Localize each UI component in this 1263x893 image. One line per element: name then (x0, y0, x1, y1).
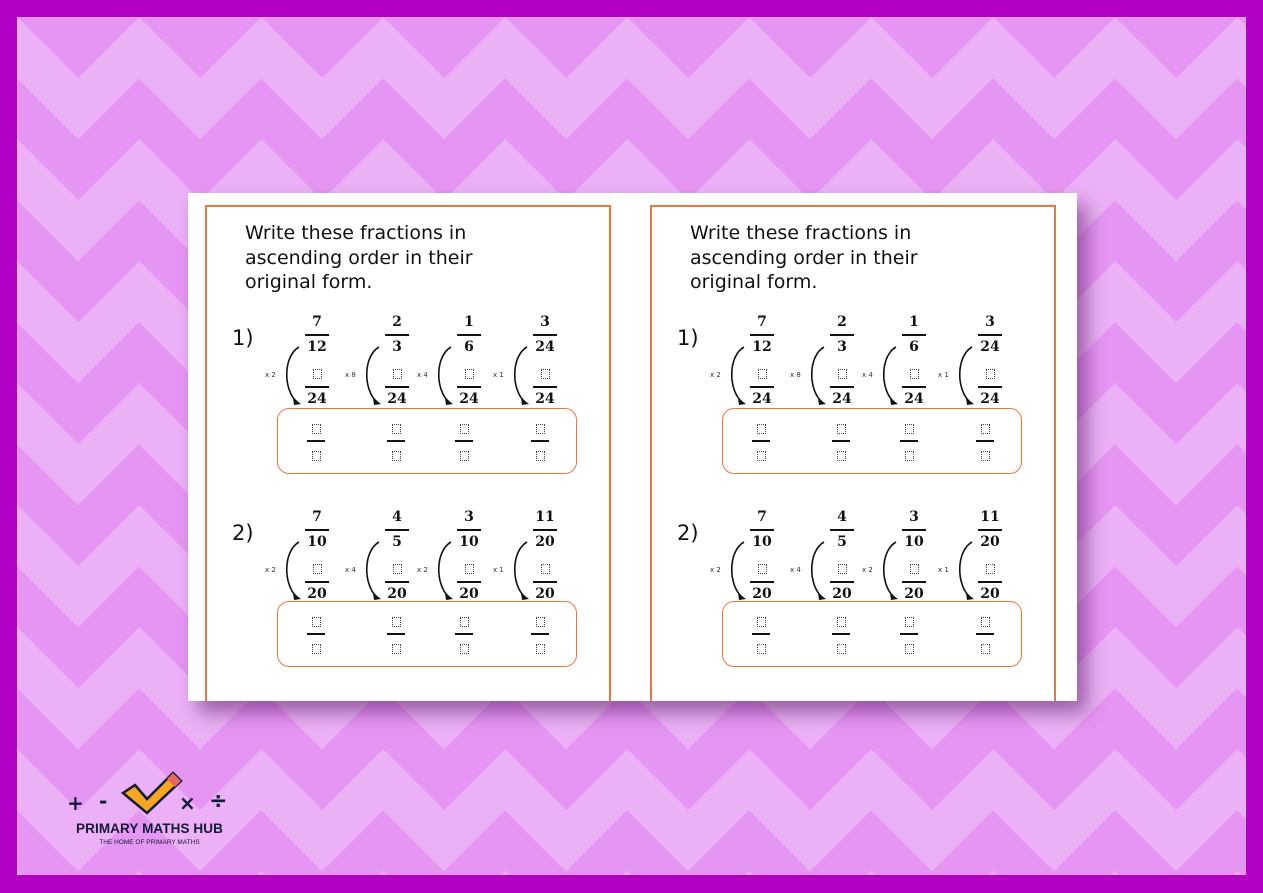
fraction-denominator: 10 (459, 534, 479, 550)
fraction-bar (455, 440, 473, 442)
blank-box-icon (393, 369, 402, 379)
answer-blank-fraction[interactable] (899, 418, 919, 464)
conversion-arrow-icon (361, 539, 385, 603)
blank-box-icon (838, 369, 847, 379)
primary-maths-hub-logo (57, 769, 247, 859)
blank-box-icon (981, 424, 990, 434)
fraction-denominator: 20 (832, 586, 852, 602)
fraction-bar (830, 334, 854, 336)
fraction-bar (832, 440, 850, 442)
answer-box[interactable] (277, 408, 577, 474)
answer-box[interactable] (277, 601, 577, 667)
multiplier-label: x 2 (710, 566, 721, 574)
fraction-bar (533, 334, 557, 336)
blank-box-icon (910, 369, 919, 379)
answer-blank-fraction[interactable] (454, 611, 474, 657)
blank-box-icon (536, 451, 545, 461)
blank-box-icon (837, 451, 846, 461)
fraction-denominator: 20 (387, 586, 407, 602)
fraction-denominator: 24 (980, 339, 1000, 355)
fraction-denominator: 24 (752, 391, 772, 407)
answer-blank-fraction[interactable] (530, 611, 550, 657)
fraction-numerator: 2 (392, 314, 402, 330)
conversion-arrow-icon (281, 344, 305, 408)
blank-box-icon (393, 564, 402, 574)
multiplier-label: x 1 (938, 566, 949, 574)
fraction-bar (902, 334, 926, 336)
answer-box[interactable] (722, 601, 1022, 667)
conversion-arrow-icon (726, 344, 750, 408)
multiplier-label: x 2 (417, 566, 428, 574)
fraction-bar (457, 386, 481, 388)
fraction-denominator: 24 (535, 391, 555, 407)
fraction-denominator: 6 (464, 339, 474, 355)
multiplier-label: x 4 (417, 371, 428, 379)
fraction-numerator: 2 (837, 314, 847, 330)
fraction-denominator: 24 (904, 391, 924, 407)
worksheet-card-left (205, 205, 611, 701)
instruction-text: Write these fractions in ascending order in their original form. (245, 222, 473, 293)
blank-box-icon (536, 644, 545, 654)
checkmark-icon (117, 769, 187, 819)
fraction-denominator: 5 (392, 534, 402, 550)
fraction-bar (533, 529, 557, 531)
answer-blank-fraction[interactable] (306, 418, 326, 464)
fraction-bar (305, 334, 329, 336)
conversion-arrow-icon (433, 344, 457, 408)
fraction-bar (978, 386, 1002, 388)
fraction-denominator: 20 (980, 586, 1000, 602)
fraction-bar (750, 529, 774, 531)
plus-icon: + (67, 791, 84, 815)
fraction-denominator: 12 (752, 339, 772, 355)
blank-box-icon (905, 451, 914, 461)
fraction-denominator: 3 (392, 339, 402, 355)
answer-blank-fraction[interactable] (975, 611, 995, 657)
fraction-bar (900, 633, 918, 635)
multiplier-label: x 1 (493, 566, 504, 574)
blank-box-icon (758, 564, 767, 574)
fraction-bar (385, 386, 409, 388)
multiplier-label: x 2 (265, 371, 276, 379)
fraction-bar (307, 440, 325, 442)
blank-box-icon (460, 644, 469, 654)
fraction-denominator: 12 (307, 339, 327, 355)
fraction-bar (307, 633, 325, 635)
multiplier-label: x 8 (345, 371, 356, 379)
answer-blank-fraction[interactable] (751, 611, 771, 657)
fraction-denominator: 20 (904, 586, 924, 602)
fraction-numerator: 11 (535, 509, 555, 525)
fraction-bar (750, 386, 774, 388)
blank-box-icon (465, 369, 474, 379)
fraction-numerator: 4 (837, 509, 847, 525)
worksheet-card-right (650, 205, 1056, 701)
fraction-bar (385, 529, 409, 531)
conversion-arrow-icon (281, 539, 305, 603)
fraction-numerator: 1 (909, 314, 919, 330)
fraction-denominator: 10 (904, 534, 924, 550)
fraction-denominator: 20 (752, 586, 772, 602)
fraction-bar (750, 581, 774, 583)
blank-box-icon (837, 424, 846, 434)
fraction-bar (455, 633, 473, 635)
fraction-bar (750, 334, 774, 336)
fraction-numerator: 7 (757, 509, 767, 525)
fraction-bar (457, 529, 481, 531)
blank-box-icon (837, 644, 846, 654)
blank-box-icon (986, 564, 995, 574)
conversion-arrow-icon (433, 539, 457, 603)
blank-box-icon (757, 424, 766, 434)
logo-title: PRIMARY MATHS HUB (76, 821, 223, 836)
blank-box-icon (837, 617, 846, 627)
multiplier-label: x 4 (790, 566, 801, 574)
conversion-arrow-icon (361, 344, 385, 408)
fraction-bar (902, 529, 926, 531)
blank-box-icon (465, 564, 474, 574)
fraction-bar (385, 581, 409, 583)
fraction-bar (902, 581, 926, 583)
problem-1 (207, 314, 607, 494)
fraction-denominator: 5 (837, 534, 847, 550)
fraction-bar (457, 334, 481, 336)
fraction-bar (832, 633, 850, 635)
blank-box-icon (757, 617, 766, 627)
fraction-denominator: 20 (980, 534, 1000, 550)
problem-1 (652, 314, 1052, 494)
answer-blank-fraction[interactable] (306, 611, 326, 657)
fraction-bar (752, 440, 770, 442)
blank-box-icon (392, 424, 401, 434)
multiplier-label: x 2 (862, 566, 873, 574)
fraction-bar (531, 633, 549, 635)
conversion-arrow-icon (726, 539, 750, 603)
answer-blank-fraction[interactable] (530, 418, 550, 464)
fraction-denominator: 24 (459, 391, 479, 407)
blank-box-icon (981, 451, 990, 461)
blank-box-icon (460, 617, 469, 627)
worksheet-preview (188, 193, 1077, 701)
fraction-numerator: 11 (980, 509, 1000, 525)
fraction-denominator: 20 (459, 586, 479, 602)
multiplier-label: x 1 (938, 371, 949, 379)
blank-box-icon (312, 617, 321, 627)
fraction-bar (752, 633, 770, 635)
answer-blank-fraction[interactable] (386, 418, 406, 464)
fraction-denominator: 10 (307, 534, 327, 550)
fraction-bar (830, 529, 854, 531)
blank-box-icon (757, 451, 766, 461)
conversion-arrow-icon (806, 344, 830, 408)
chevron-background (17, 17, 1246, 875)
blank-box-icon (536, 424, 545, 434)
fraction-denominator: 24 (387, 391, 407, 407)
blank-box-icon (981, 617, 990, 627)
answer-blank-fraction[interactable] (831, 611, 851, 657)
answer-blank-fraction[interactable] (899, 611, 919, 657)
blank-box-icon (392, 617, 401, 627)
blank-box-icon (757, 644, 766, 654)
multiplier-label: x 4 (862, 371, 873, 379)
multiplier-label: x 8 (790, 371, 801, 379)
fraction-numerator: 1 (464, 314, 474, 330)
fraction-numerator: 3 (909, 509, 919, 525)
fraction-denominator: 24 (980, 391, 1000, 407)
fraction-bar (533, 581, 557, 583)
fraction-denominator: 10 (752, 534, 772, 550)
fraction-numerator: 7 (757, 314, 767, 330)
fraction-bar (978, 529, 1002, 531)
fraction-bar (305, 529, 329, 531)
fraction-bar (385, 334, 409, 336)
fraction-numerator: 3 (985, 314, 995, 330)
answer-blank-fraction[interactable] (386, 611, 406, 657)
logo-subtitle: THE HOME OF PRIMARY MATHS (99, 839, 200, 846)
answer-blank-fraction[interactable] (454, 418, 474, 464)
fraction-bar (830, 581, 854, 583)
fraction-denominator: 20 (535, 586, 555, 602)
fraction-bar (978, 334, 1002, 336)
blank-box-icon (981, 644, 990, 654)
multiplier-label: x 4 (345, 566, 356, 574)
blank-box-icon (838, 564, 847, 574)
blank-box-icon (905, 617, 914, 627)
answer-blank-fraction[interactable] (751, 418, 771, 464)
fraction-numerator: 7 (312, 509, 322, 525)
answer-blank-fraction[interactable] (975, 418, 995, 464)
minus-icon: - (99, 789, 108, 813)
blank-box-icon (541, 369, 550, 379)
problem-2 (652, 509, 1052, 689)
blank-box-icon (905, 424, 914, 434)
multiplier-label: x 1 (493, 371, 504, 379)
blank-box-icon (312, 451, 321, 461)
fraction-denominator: 6 (909, 339, 919, 355)
blank-box-icon (313, 369, 322, 379)
fraction-denominator: 3 (837, 339, 847, 355)
conversion-arrow-icon (954, 539, 978, 603)
fraction-bar (387, 633, 405, 635)
conversion-arrow-icon (954, 344, 978, 408)
problem-number: 1) (232, 326, 254, 350)
blank-box-icon (460, 451, 469, 461)
blank-box-icon (312, 644, 321, 654)
fraction-bar (900, 440, 918, 442)
multiplier-label: x 2 (265, 566, 276, 574)
fraction-bar (830, 386, 854, 388)
fraction-denominator: 24 (307, 391, 327, 407)
instruction-text: Write these fractions in ascending order in their original form. (690, 222, 918, 293)
blank-box-icon (392, 644, 401, 654)
fraction-bar (976, 633, 994, 635)
fraction-denominator: 20 (307, 586, 327, 602)
conversion-arrow-icon (806, 539, 830, 603)
fraction-bar (978, 581, 1002, 583)
fraction-bar (457, 581, 481, 583)
blank-box-icon (905, 644, 914, 654)
fraction-numerator: 3 (540, 314, 550, 330)
conversion-arrow-icon (509, 539, 533, 603)
answer-blank-fraction[interactable] (831, 418, 851, 464)
fraction-numerator: 4 (392, 509, 402, 525)
conversion-arrow-icon (509, 344, 533, 408)
conversion-arrow-icon (878, 539, 902, 603)
blank-box-icon (392, 451, 401, 461)
blank-box-icon (312, 424, 321, 434)
blank-box-icon (536, 617, 545, 627)
blank-box-icon (460, 424, 469, 434)
fraction-bar (305, 581, 329, 583)
problem-number: 2) (232, 521, 254, 545)
fraction-bar (387, 440, 405, 442)
fraction-denominator: 24 (535, 339, 555, 355)
fraction-numerator: 3 (464, 509, 474, 525)
answer-box[interactable] (722, 408, 1022, 474)
blank-box-icon (986, 369, 995, 379)
blank-box-icon (541, 564, 550, 574)
fraction-bar (305, 386, 329, 388)
fraction-bar (902, 386, 926, 388)
fraction-numerator: 7 (312, 314, 322, 330)
conversion-arrow-icon (878, 344, 902, 408)
problem-2 (207, 509, 607, 689)
multiply-icon: × (179, 791, 196, 815)
problem-number: 2) (677, 521, 699, 545)
fraction-bar (531, 440, 549, 442)
blank-box-icon (758, 369, 767, 379)
fraction-bar (976, 440, 994, 442)
fraction-denominator: 20 (535, 534, 555, 550)
problem-number: 1) (677, 326, 699, 350)
blank-box-icon (313, 564, 322, 574)
multiplier-label: x 2 (710, 371, 721, 379)
fraction-denominator: 24 (832, 391, 852, 407)
divide-icon: ÷ (209, 789, 228, 814)
fraction-bar (533, 386, 557, 388)
blank-box-icon (910, 564, 919, 574)
